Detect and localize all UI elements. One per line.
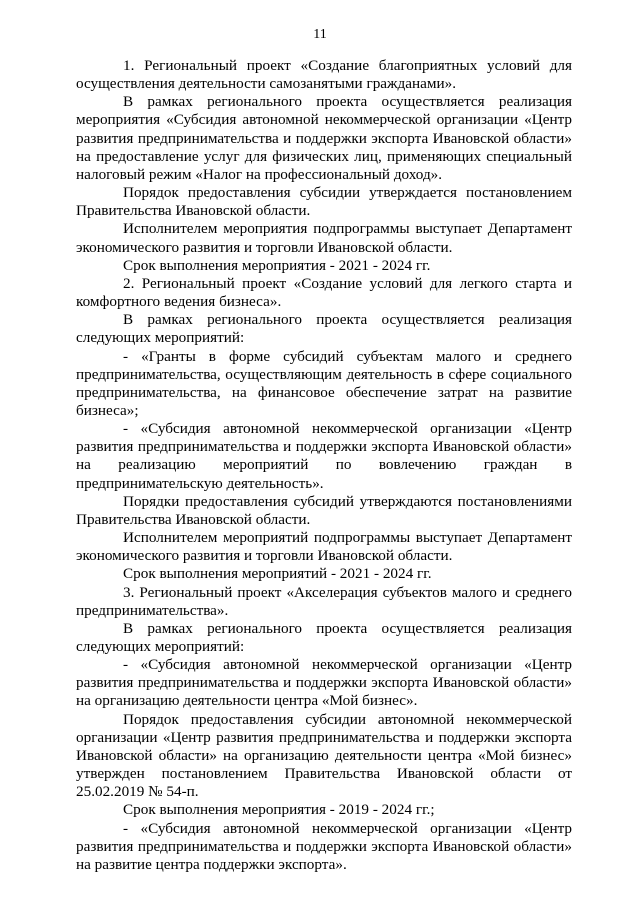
project-1-heading: 1. Региональный проект «Создание благоприятных условий для осуществления деятельности самозанятыми гражданами».: [76, 57, 572, 93]
project-3-measure-my-business: - «Субсидия автономной некоммерческой организации «Центр развития предпринимательства и поддержки экспорта Ивановской области» на организацию деятельности центра «Мой бизнес».: [76, 656, 572, 710]
project-1-executor: Исполнителем мероприятия подпрограммы выступает Департамент экономического развития и торговли Ивановской области.: [76, 220, 572, 256]
document-body: [76, 57, 572, 874]
project-3-description: В рамках регионального проекта осуществляется реализация следующих мероприятий:: [76, 619, 572, 655]
project-2-heading: 2. Региональный проект «Создание условий для легкого старта и комфортного ведения бизнеса».: [76, 274, 572, 311]
page-number: 11: [313, 27, 327, 42]
project-3-heading: 3. Региональный проект «Акселерация субъектов малого и среднего предпринимательства».: [76, 583, 572, 619]
project-2-subsidy-procedure: Порядки предоставления субсидий утверждаются постановлениями Правительства Ивановской области.: [76, 492, 572, 528]
project-1-subsidy-procedure: Порядок предоставления субсидии утверждается постановлением Правительства Ивановской области.: [76, 184, 572, 220]
project-2-executor: Исполнителем мероприятий подпрограммы выступает Департамент экономического развития и торговли Ивановской области.: [76, 529, 572, 565]
project-1-description: В рамках регионального проекта осуществляется реализация мероприятия «Субсидия автономной некоммерческой организации «Центр развития предпринимательства и поддержки экспорта Ивановской области» на предоставление услуг для физических лиц, применяющих специальный налоговый режим «Налог на профессиональный доход».: [76, 93, 572, 183]
project-2-measure-subsidy: - «Субсидия автономной некоммерческой организации «Центр развития предпринимательства и поддержки экспорта Ивановской области» на реализацию мероприятий по вовлечению граждан в предпринимательскую деятельность».: [76, 420, 572, 492]
project-2-measure-grants: - «Гранты в форме субсидий субъектам малого и среднего предпринимательства, осуществляющим деятельность в сфере социального предпринимательства, на финансовое обеспечение затрат на развитие бизнеса»;: [76, 347, 572, 419]
project-2-description: В рамках регионального проекта осуществляется реализация следующих мероприятий:: [76, 311, 572, 347]
project-3-deadline: Срок выполнения мероприятия - 2019 - 2024 гг.;: [123, 801, 435, 819]
project-2-deadline: Срок выполнения мероприятий - 2021 - 2024 гг.: [123, 565, 432, 583]
project-3-subsidy-procedure: Порядок предоставления субсидии автономной некоммерческой организации «Центр развития предпринимательства и поддержки экспорта Ивановской области» на организацию деятельности центра «Мой бизнес» утвержден постановлением Правительства Ивановской области от 25.02.2019 № 54-п.: [76, 710, 572, 801]
project-3-measure-export: - «Субсидия автономной некоммерческой организации «Центр развития предпринимательства и поддержки экспорта Ивановской области» на развитие центра поддержки экспорта».: [76, 819, 572, 873]
project-1-deadline: Срок выполнения мероприятия - 2021 - 2024 гг.: [123, 256, 431, 274]
